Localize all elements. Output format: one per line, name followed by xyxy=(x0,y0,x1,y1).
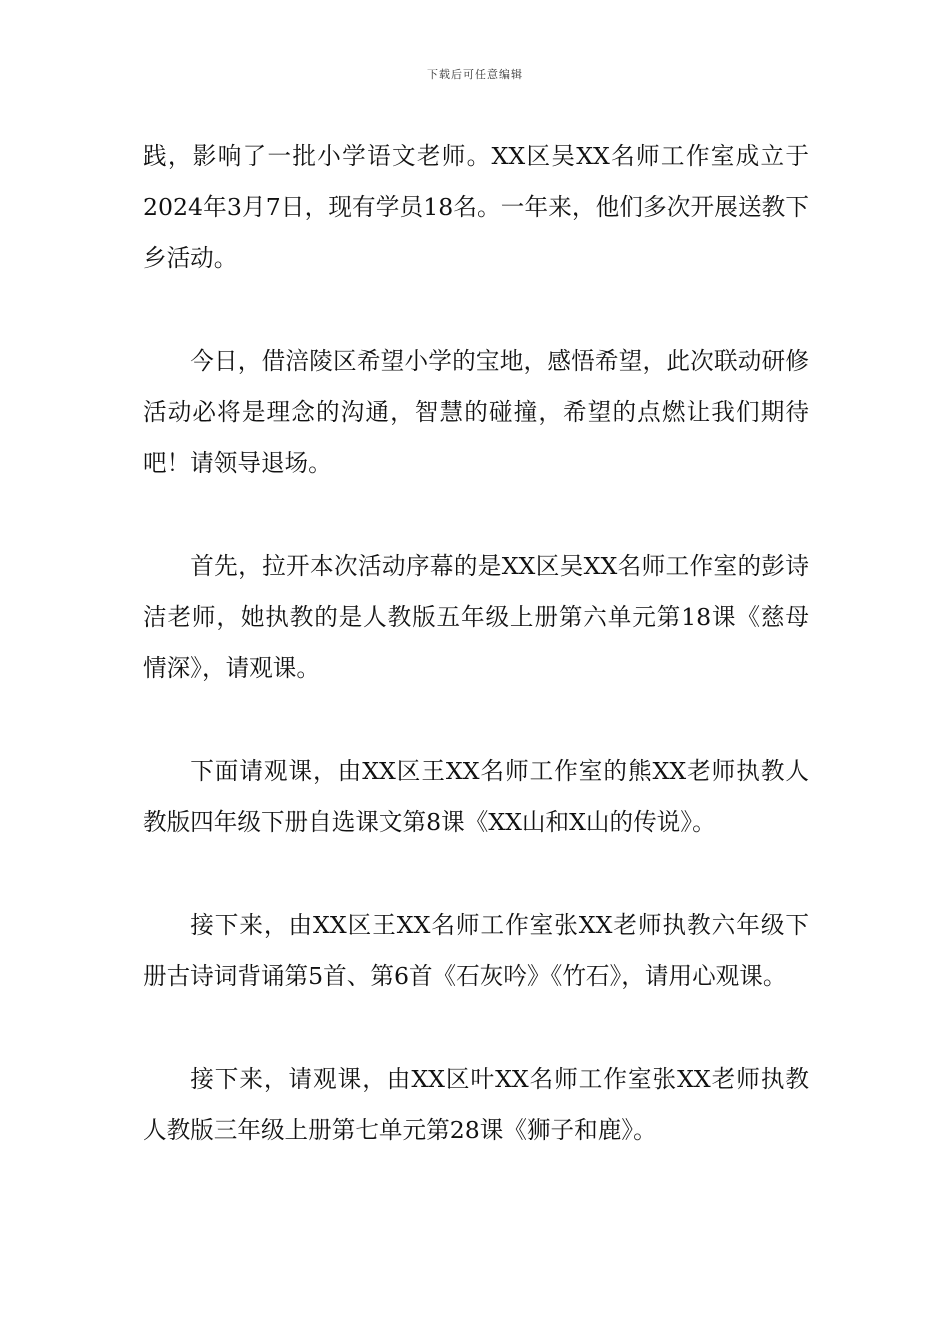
paragraph: 接下来，由XX区王XX名师工作室张XX老师执教六年级下册古诗词背诵第5首、第6首《石灰吟》《竹石》，请用心观课。 xyxy=(143,911,809,990)
document-body xyxy=(143,131,809,1156)
paragraph-continuation: 践，影响了一批小学语文老师。XX区吴XX名师工作室成立于2024年3月7日，现有学员18名。一年来，他们多次开展送教下乡活动。 xyxy=(143,142,809,272)
paragraph-spacer xyxy=(143,284,809,336)
paragraph-spacer xyxy=(143,694,809,746)
paragraph-spacer xyxy=(143,848,809,900)
paragraph-spacer xyxy=(143,1002,809,1054)
page-header-note: 下载后可任意编辑 xyxy=(427,68,523,81)
paragraph: 今日，借涪陵区希望小学的宝地，感悟希望，此次联动研修活动必将是理念的沟通，智慧的碰撞，希望的点燃让我们期待吧！请领导退场。 xyxy=(143,347,809,477)
paragraph: 下面请观课，由XX区王XX名师工作室的熊XX老师执教人教版四年级下册自选课文第8课《XX山和X山的传说》。 xyxy=(143,757,809,836)
paragraph: 首先，拉开本次活动序幕的是XX区吴XX名师工作室的彭诗洁老师，她执教的是人教版五年级上册第六单元第18课《慈母情深》，请观课。 xyxy=(143,552,809,682)
paragraph: 接下来，请观课，由XX区叶XX名师工作室张XX老师执教人教版三年级上册第七单元第28课《狮子和鹿》。 xyxy=(143,1065,809,1144)
paragraph-spacer xyxy=(143,489,809,541)
